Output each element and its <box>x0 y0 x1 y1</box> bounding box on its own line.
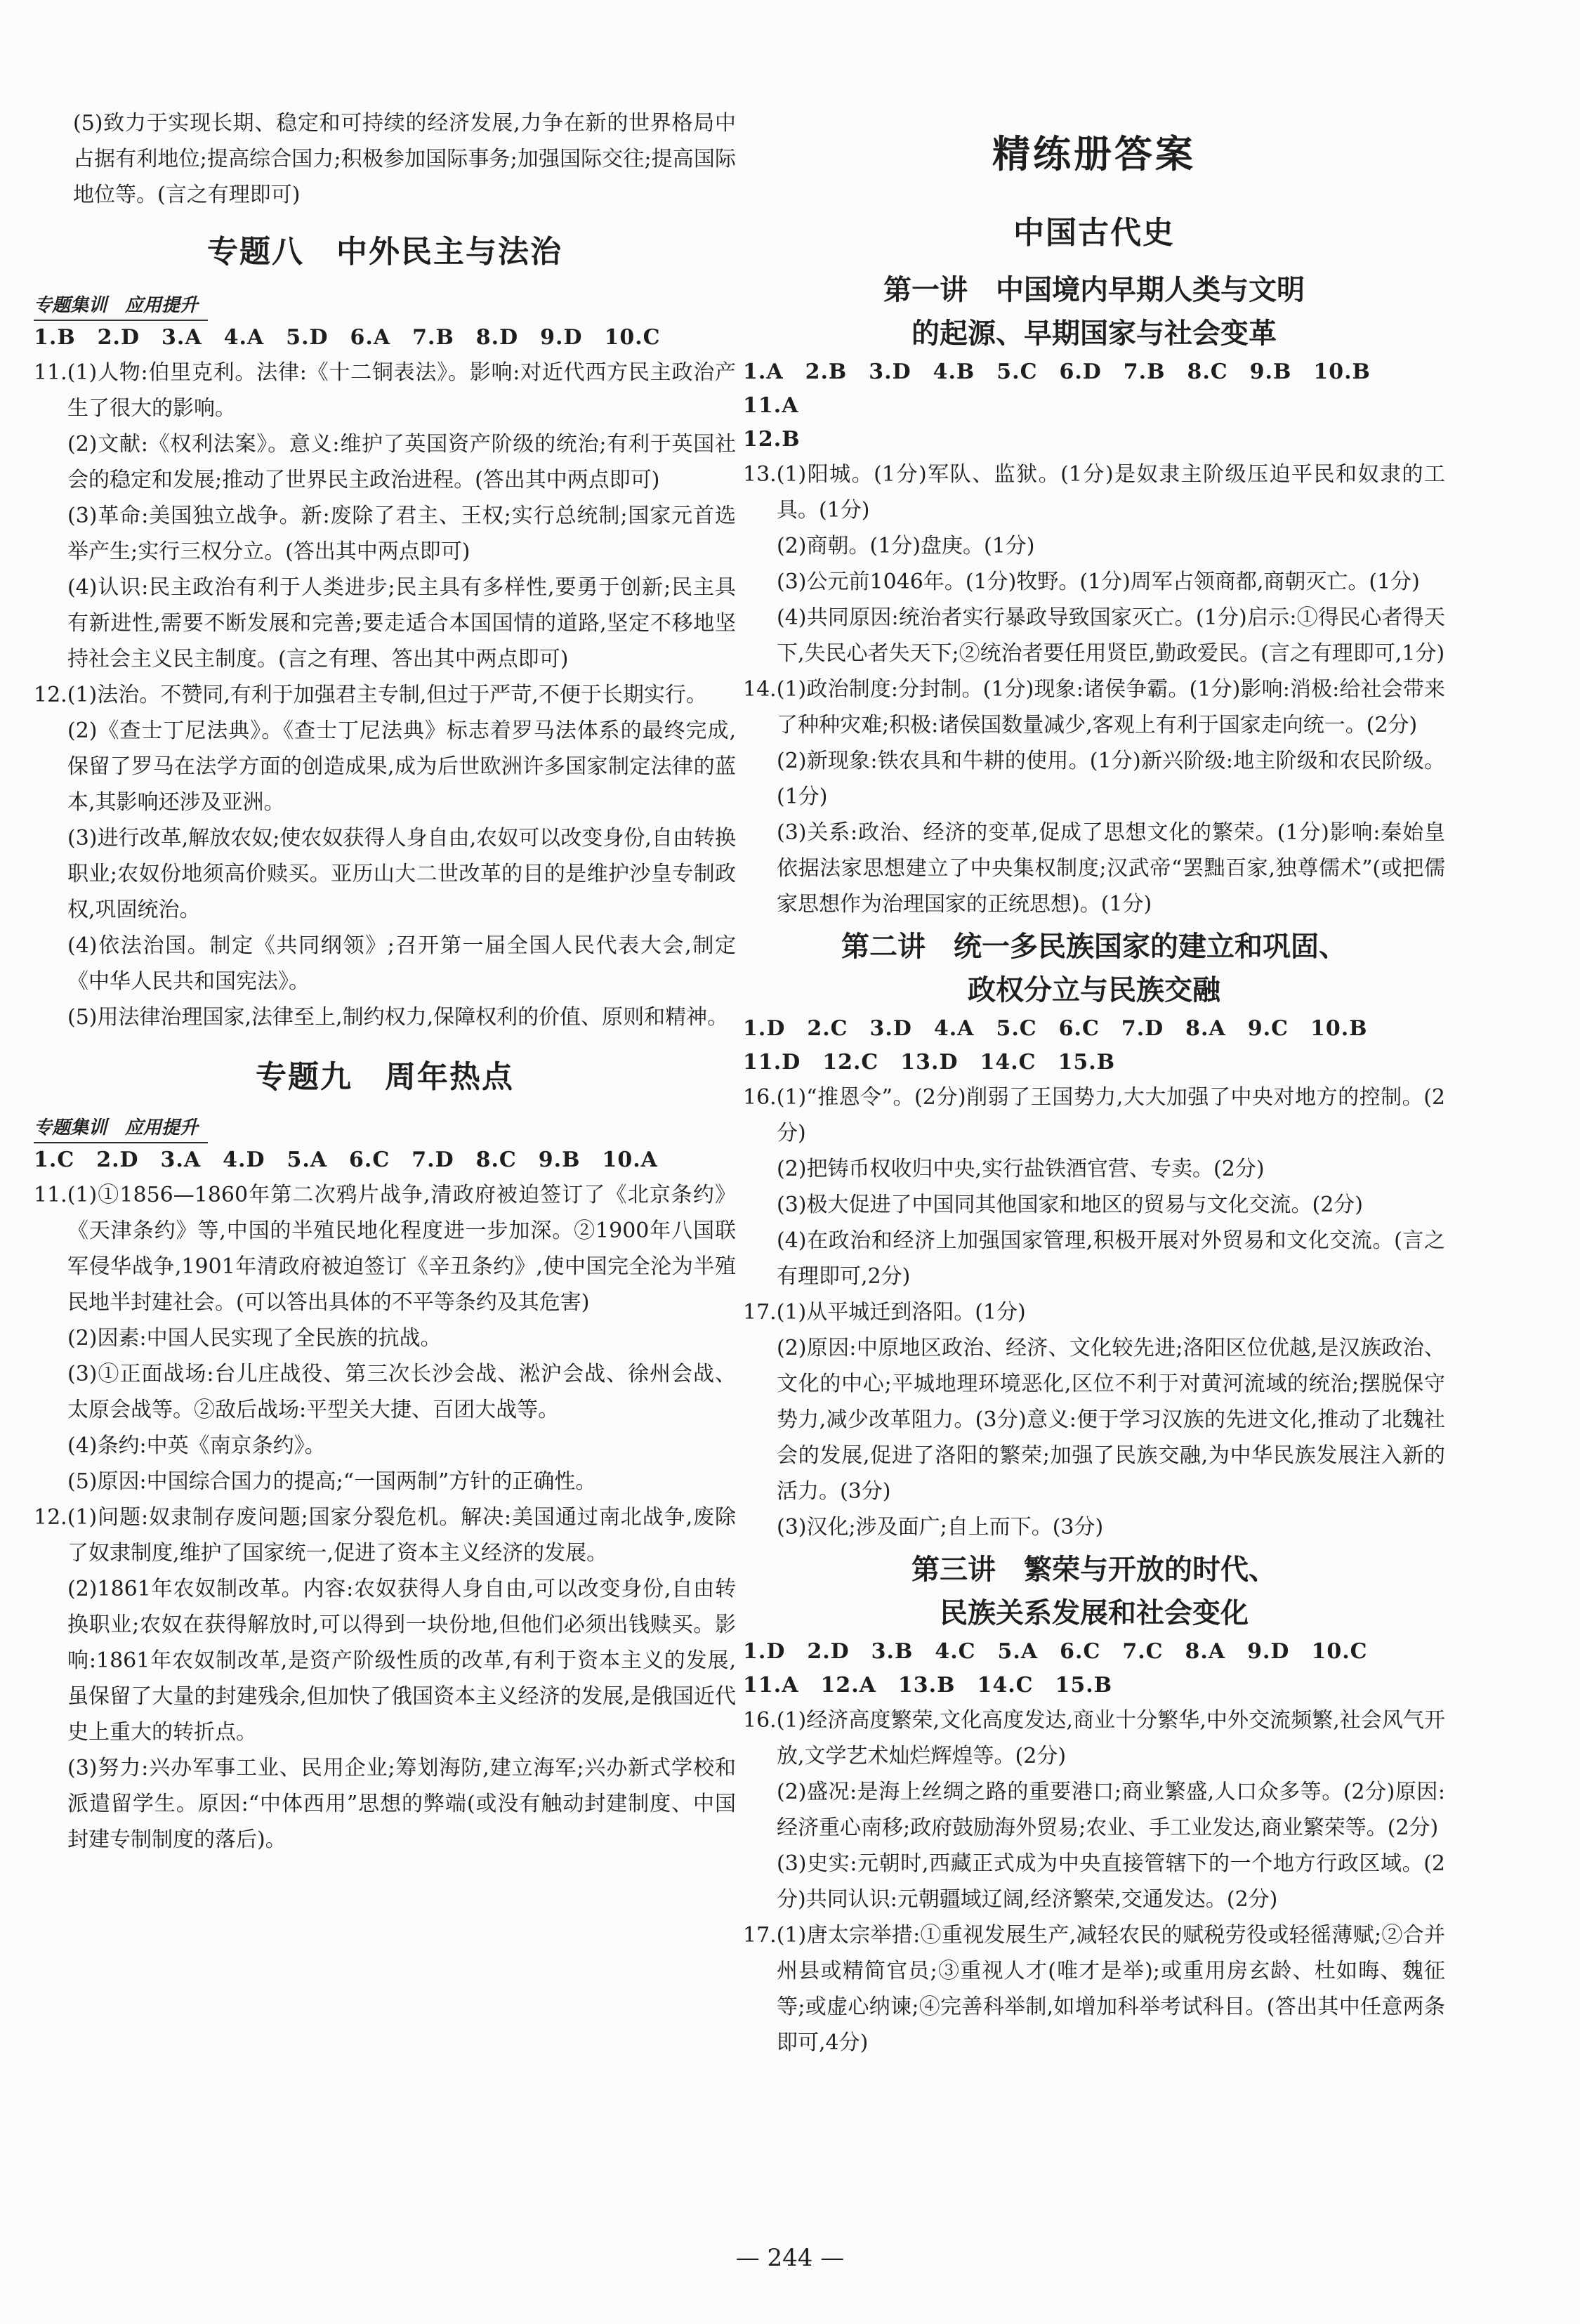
section-8-para: (3)进行改革,解放农奴;使农奴获得人身自由,农奴可以改变身份,自由转换职业;农奴份地须高价赎买。亚历山大二世改革的目的是维护沙皇专制政权,巩固统治。 <box>67 826 736 922</box>
section-8-para: (5)用法律治理国家,法律至上,制约权力,保障权利的价值、原则和精神。 <box>67 1005 729 1030</box>
page-number: — 244 — <box>735 2244 845 2272</box>
section-8-label: 专题集训 应用提升 <box>34 291 208 321</box>
section-8-para: (4)认识:民主政治有利于人类进步;民主具有多样性,要勇于创新;民主具有新进性,需要不断发展和完善;要走适合本国国情的道路,坚定不移地坚持社会主义民主制度。(言之有理、答出其中两点即可) <box>67 575 736 671</box>
lecture-2-para: (2)把铸币权收归中央,实行盐铁酒官营、专卖。(2分) <box>777 1157 1265 1181</box>
lecture-3-choice-answers: 11.A 12.A 13.B 14.C 15.B <box>743 1673 1113 1698</box>
lecture-3-title-line1: 第三讲 繁荣与开放的时代、 <box>911 1553 1277 1586</box>
lecture-2-para: 16.(1)“推恩令”。(2分)削弱了王国势力,大大加强了中央对地方的控制。(2分) <box>743 1085 1445 1145</box>
lecture-1-choice-answers: 1.A 2.B 3.D 4.B 5.C 6.D 7.B 8.C 9.B 10.B 11.A <box>743 360 1393 418</box>
page-subtitle: 中国古代史 <box>1013 215 1175 251</box>
lecture-1-para: 13.(1)阳城。(1分)军队、监狱。(1分)是奴隶主阶级压迫平民和奴隶的工具。(1分) <box>743 462 1445 523</box>
lecture-2-para: (4)在政治和经济上加强国家管理,积极开展对外贸易和文化交流。(言之有理即可,2分) <box>777 1228 1445 1289</box>
lecture-1-para: (3)公元前1046年。(1分)牧野。(1分)周军占领商都,商朝灭亡。(1分) <box>777 570 1420 594</box>
section-9-para: (5)原因:中国综合国力的提高;“一国两制”方针的正确性。 <box>67 1469 597 1494</box>
section-8 <box>34 223 736 1035</box>
section-9-para: (3)努力:兴办军事工业、民用企业;筹划海防,建立海军;兴办新式学校和派遣留学生。原因:“中体西用”思想的弊端(或没有触动封建制度、中国封建专制制度的落后)。 <box>67 1756 736 1852</box>
lecture-1-para: (2)商朝。(1分)盘庚。(1分) <box>777 534 1035 558</box>
lecture-2 <box>743 925 1445 1545</box>
section-8-para: 12.(1)法治。不赞同,有利于加强君主专制,但过于严苛,不便于长期实行。 <box>34 683 707 707</box>
section-9-para: 12.(1)问题:奴隶制存废问题;国家分裂危机。解决:美国通过南北战争,废除了奴隶制度,维护了国家统一,促进了资本主义经济的发展。 <box>34 1505 736 1565</box>
section-8-para: 11.(1)人物:伯里克利。法律:《十二铜表法》。影响:对近代西方民主政治产生了很大的影响。 <box>34 360 736 421</box>
lecture-3-para: 17.(1)唐太宗举措:①重视发展生产,减轻农民的赋税劳役或轻徭薄赋;②合并州县或精简官员;③重视人才(唯才是举);或重用房玄龄、杜如晦、魏征等;或虚心纳谏;④完善科举制,如增加科举考试科目。(答出其中任意两条即可,4分) <box>743 1923 1445 2055</box>
lecture-2-choice-answers: 11.D 12.C 13.D 14.C 15.B <box>743 1050 1116 1075</box>
lecture-2-para: 17.(1)从平城迁到洛阳。(1分) <box>743 1300 1026 1325</box>
section-8-para: (2)《查士丁尼法典》。《查士丁尼法典》标志着罗马法体系的最终完成,保留了罗马在法学方面的创造成果,成为后世欧洲许多国家制定法律的蓝本,其影响还涉及亚洲。 <box>67 718 736 815</box>
lecture-2-para: (2)原因:中原地区政治、经济、文化较先进;洛阳区位优越,是汉族政治、文化的中心;平城地理环境恶化,区位不利于对黄河流域的统治;摆脱保守势力,减少改革阻力。(3分)意义:便于学习汉族的先进文化,推动了北魏社会的发展,促进了洛阳的繁荣;加强了民族交融,为中华民族发展注入新的活力。(3分) <box>777 1336 1445 1504</box>
section-9-para: (2)因素:中国人民实现了全民族的抗战。 <box>67 1326 442 1351</box>
lecture-1-para: (4)共同原因:统治者实行暴政导致国家灭亡。(1分)启示:①得民心者得天下,失民心者失天下;②统治者要任用贤臣,勤政爱民。(言之有理即可,1分) <box>777 605 1445 666</box>
section-9-para: (2)1861年农奴制改革。内容:农奴获得人身自由,可以改变身份,自由转换职业;农奴在获得解放时,可以得到一块份地,但他们必须出钱赎买。影响:1861年农奴制改革,是资产阶级性质的改革,有利于资本主义的发展,虽保留了大量的封建残余,但加快了俄国资本主义经济的发展,是俄国近代史上重大的转折点。 <box>67 1577 736 1745</box>
lecture-1-para: (3)关系:政治、经济的变革,促成了思想文化的繁荣。(1分)影响:秦始皇依据法家思想建立了中央集权制度;汉武帝“罢黜百家,独尊儒术”(或把儒家思想作为治理国家的正统思想)。(1分) <box>777 820 1445 917</box>
lecture-1-para: (2)新现象:铁农具和牛耕的使用。(1分)新兴阶级:地主阶级和农民阶级。(1分) <box>777 749 1445 809</box>
lecture-3-choice-answers: 1.D 2.D 3.B 4.C 5.A 6.C 7.C 8.A 9.D 10.C <box>743 1639 1368 1664</box>
lecture-3-title-line2: 民族关系发展和社会变化 <box>940 1596 1249 1629</box>
section-9-label: 专题集训 应用提升 <box>34 1114 208 1143</box>
section-9-choice-answers: 1.C 2.D 3.A 4.D 5.A 6.C 7.D 8.C 9.B 10.A <box>34 1148 658 1172</box>
section-9-title: 专题九 周年热点 <box>256 1059 514 1095</box>
section-9-para: (4)条约:中英《南京条约》。 <box>67 1433 326 1458</box>
lecture-2-para: (3)汉化;涉及面广;自上而下。(3分) <box>777 1515 1104 1540</box>
section-9-para: (3)①正面战场:台儿庄战役、第三次长沙会战、淞沪会战、徐州会战、太原会战等。②敌后战场:平型关大捷、百团大战等。 <box>67 1362 736 1422</box>
left-column <box>34 105 736 1858</box>
lecture-1 <box>743 268 1445 922</box>
section-8-para: (3)革命:美国独立战争。新:废除了君主、王权;实行总统制;国家元首选举产生;实行三权分立。(答出其中两点即可) <box>67 504 736 564</box>
lecture-1-title-line2: 的起源、早期国家与社会变革 <box>911 317 1277 350</box>
intro-paragraph: (5)致力于实现长期、稳定和可持续的经济发展,力争在新的世界格局中占据有利地位;提高综合国力;积极参加国际事务;加强国际交往;提高国际地位等。(言之有理即可) <box>73 111 736 207</box>
section-8-para: (2)文献:《权利法案》。意义:维护了英国资产阶级的统治;有利于英国社会的稳定和发展;推动了世界民主政治进程。(答出其中两点即可) <box>67 432 736 492</box>
section-9-para: 11.(1)①1856—1860年第二次鸦片战争,清政府被迫签订了《北京条约》《天津条约》等,中国的半殖民地化程度进一步加深。②1900年八国联军侵华战争,1901年清政府被迫签订《辛丑条约》,使中国完全沦为半殖民地半封建社会。(可以答出具体的不平等条约及其危害) <box>34 1183 736 1315</box>
lecture-3-para: 16.(1)经济高度繁荣,文化高度发达,商业十分繁华,中外交流频繁,社会风气开放,文学艺术灿烂辉煌等。(2分) <box>743 1708 1445 1768</box>
lecture-2-title-line1: 第二讲 统一多民族国家的建立和巩固、 <box>841 930 1347 963</box>
lecture-1-choice-answers: 12.B <box>743 427 801 452</box>
section-8-title: 专题八 中外民主与法治 <box>207 234 562 270</box>
lecture-2-para: (3)极大促进了中国同其他国家和地区的贸易与文化交流。(2分) <box>777 1193 1363 1217</box>
page-title: 精练册答案 <box>992 131 1196 176</box>
section-9 <box>34 1048 736 1858</box>
lecture-3-para: (3)史实:元朝时,西藏正式成为中央直接管辖下的一个地方行政区域。(2分)共同认识:元朝疆域辽阔,经济繁荣,交通发达。(2分) <box>777 1851 1445 1912</box>
section-8-para: (4)依法治国。制定《共同纲领》;召开第一届全国人民代表大会,制定《中华人民共和国宪法》。 <box>67 933 736 994</box>
lecture-1-title-line1: 第一讲 中国境内早期人类与文明 <box>883 273 1305 306</box>
lecture-2-choice-answers: 1.D 2.C 3.D 4.A 5.C 6.C 7.D 8.A 9.C 10.B <box>743 1016 1368 1041</box>
section-8-choice-answers: 1.B 2.D 3.A 4.A 5.D 6.A 7.B 8.D 9.D 10.C <box>34 325 661 350</box>
lecture-1-para: 14.(1)政治制度:分封制。(1分)现象:诸侯争霸。(1分)影响:消极:给社会带来了种种灾难;积极:诸侯国数量减少,客观上有利于国家走向统一。(2分) <box>743 677 1445 737</box>
lecture-3-para: (2)盛况:是海上丝绸之路的重要港口;商业繁盛,人口众多等。(2分)原因:经济重心南移;政府鼓励海外贸易;农业、手工业发达,商业繁荣等。(2分) <box>777 1780 1445 1840</box>
right-column <box>743 105 1445 2061</box>
lecture-2-title-line2: 政权分立与民族交融 <box>968 973 1220 1006</box>
lecture-3 <box>743 1548 1445 2061</box>
